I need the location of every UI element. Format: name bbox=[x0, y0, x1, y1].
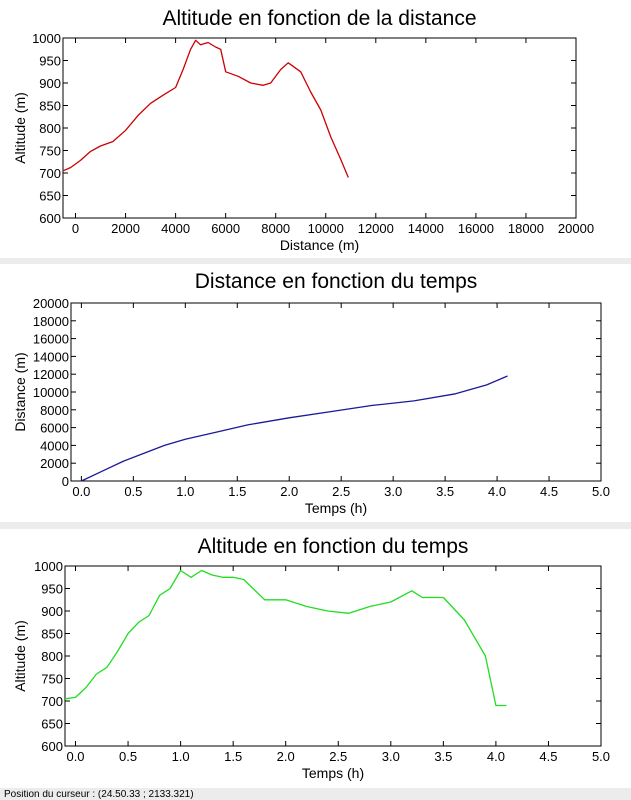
x-tick-label: 0.0 bbox=[66, 749, 85, 764]
x-tick-label: 2.5 bbox=[332, 484, 351, 499]
y-tick-label: 14000 bbox=[32, 349, 69, 365]
y-tick-label: 650 bbox=[39, 188, 61, 204]
y-axis-label: Altitude (m) bbox=[12, 92, 28, 164]
plot-area bbox=[63, 38, 576, 218]
y-tick-label: 850 bbox=[41, 626, 63, 642]
y-tick-label: 700 bbox=[39, 166, 61, 181]
y-tick-label: 900 bbox=[39, 76, 61, 91]
y-tick-label: 10000 bbox=[32, 385, 69, 400]
x-tick-label: 14000 bbox=[407, 221, 444, 236]
y-tick-label: 750 bbox=[41, 671, 63, 687]
x-tick-label: 0 bbox=[71, 221, 80, 236]
x-tick-label: 2.0 bbox=[280, 484, 299, 499]
x-tick-label: 4.0 bbox=[488, 484, 507, 499]
y-tick-label: 700 bbox=[41, 694, 63, 709]
y-tick-label: 800 bbox=[41, 649, 63, 664]
y-tick-label: 1000 bbox=[32, 31, 61, 46]
y-tick-label: 950 bbox=[41, 581, 63, 597]
x-tick-label: 6000 bbox=[211, 221, 241, 236]
x-tick-label: 12000 bbox=[357, 221, 394, 236]
chart-title: Distance en fonction du temps bbox=[194, 270, 478, 293]
y-tick-label: 20000 bbox=[32, 296, 69, 311]
x-axis-label: Temps (h) bbox=[301, 765, 365, 781]
chart-distance-time[interactable] bbox=[0, 264, 631, 522]
y-tick-label: 0 bbox=[61, 474, 69, 489]
y-tick-label: 900 bbox=[41, 604, 63, 619]
x-tick-label: 2000 bbox=[111, 221, 141, 236]
y-tick-label: 850 bbox=[39, 98, 61, 114]
plot-area bbox=[71, 303, 601, 481]
y-tick-label: 4000 bbox=[40, 438, 69, 454]
x-tick-label: 4.0 bbox=[486, 749, 505, 764]
x-tick-label: 1.5 bbox=[224, 749, 243, 764]
x-tick-label: 8000 bbox=[261, 221, 291, 236]
plot-area bbox=[65, 566, 601, 746]
x-tick-label: 0.5 bbox=[119, 749, 138, 764]
x-tick-label: 0.0 bbox=[72, 484, 91, 499]
chart-panel-altitude-time bbox=[0, 529, 631, 788]
y-tick-label: 8000 bbox=[40, 402, 69, 418]
y-axis-label: Distance (m) bbox=[12, 352, 28, 432]
x-tick-label: 18000 bbox=[507, 221, 545, 236]
status-bar: Position du curseur : (24.50.33 ; 2133.321) bbox=[0, 790, 631, 800]
x-tick-label: 16000 bbox=[457, 221, 494, 236]
x-tick-label: 3.0 bbox=[381, 749, 400, 764]
y-tick-label: 6000 bbox=[40, 420, 69, 436]
x-tick-label: 1.0 bbox=[171, 749, 190, 764]
y-tick-label: 16000 bbox=[32, 331, 69, 347]
x-tick-label: 0.5 bbox=[124, 484, 143, 499]
x-tick-label: 3.5 bbox=[434, 749, 453, 764]
x-tick-label: 2.0 bbox=[276, 749, 295, 764]
chart-title: Altitude en fonction de la distance bbox=[162, 7, 477, 30]
x-tick-label: 4.5 bbox=[539, 749, 558, 764]
x-axis-label: Distance (m) bbox=[279, 237, 360, 253]
y-tick-label: 2000 bbox=[40, 456, 69, 472]
y-tick-label: 1000 bbox=[34, 559, 63, 574]
y-tick-label: 18000 bbox=[32, 313, 69, 329]
chart-altitude-time[interactable] bbox=[0, 529, 631, 788]
x-tick-label: 5.0 bbox=[591, 749, 611, 764]
chart-panel-altitude-distance bbox=[0, 0, 631, 258]
y-tick-label: 600 bbox=[39, 211, 61, 226]
x-tick-label: 3.0 bbox=[384, 484, 403, 499]
x-tick-label: 2.5 bbox=[329, 749, 348, 764]
x-tick-label: 1.5 bbox=[228, 484, 247, 499]
y-tick-label: 950 bbox=[39, 53, 61, 69]
x-tick-label: 4000 bbox=[161, 221, 191, 236]
y-tick-label: 600 bbox=[41, 739, 63, 754]
chart-panel-distance-time bbox=[0, 264, 631, 522]
y-tick-label: 750 bbox=[39, 143, 61, 159]
y-tick-label: 800 bbox=[39, 121, 61, 136]
x-tick-label: 1.0 bbox=[176, 484, 195, 499]
x-tick-label: 20000 bbox=[557, 221, 595, 236]
y-tick-label: 650 bbox=[41, 716, 63, 732]
x-tick-label: 4.5 bbox=[540, 484, 559, 499]
x-tick-label: 10000 bbox=[307, 221, 344, 236]
x-tick-label: 3.5 bbox=[436, 484, 455, 499]
chart-altitude-distance[interactable] bbox=[0, 0, 631, 258]
y-tick-label: 12000 bbox=[32, 367, 69, 383]
chart-title: Altitude en fonction du temps bbox=[197, 535, 469, 558]
x-axis-label: Temps (h) bbox=[304, 500, 368, 516]
y-axis-label: Altitude (m) bbox=[12, 620, 28, 692]
x-tick-label: 5.0 bbox=[591, 484, 611, 499]
